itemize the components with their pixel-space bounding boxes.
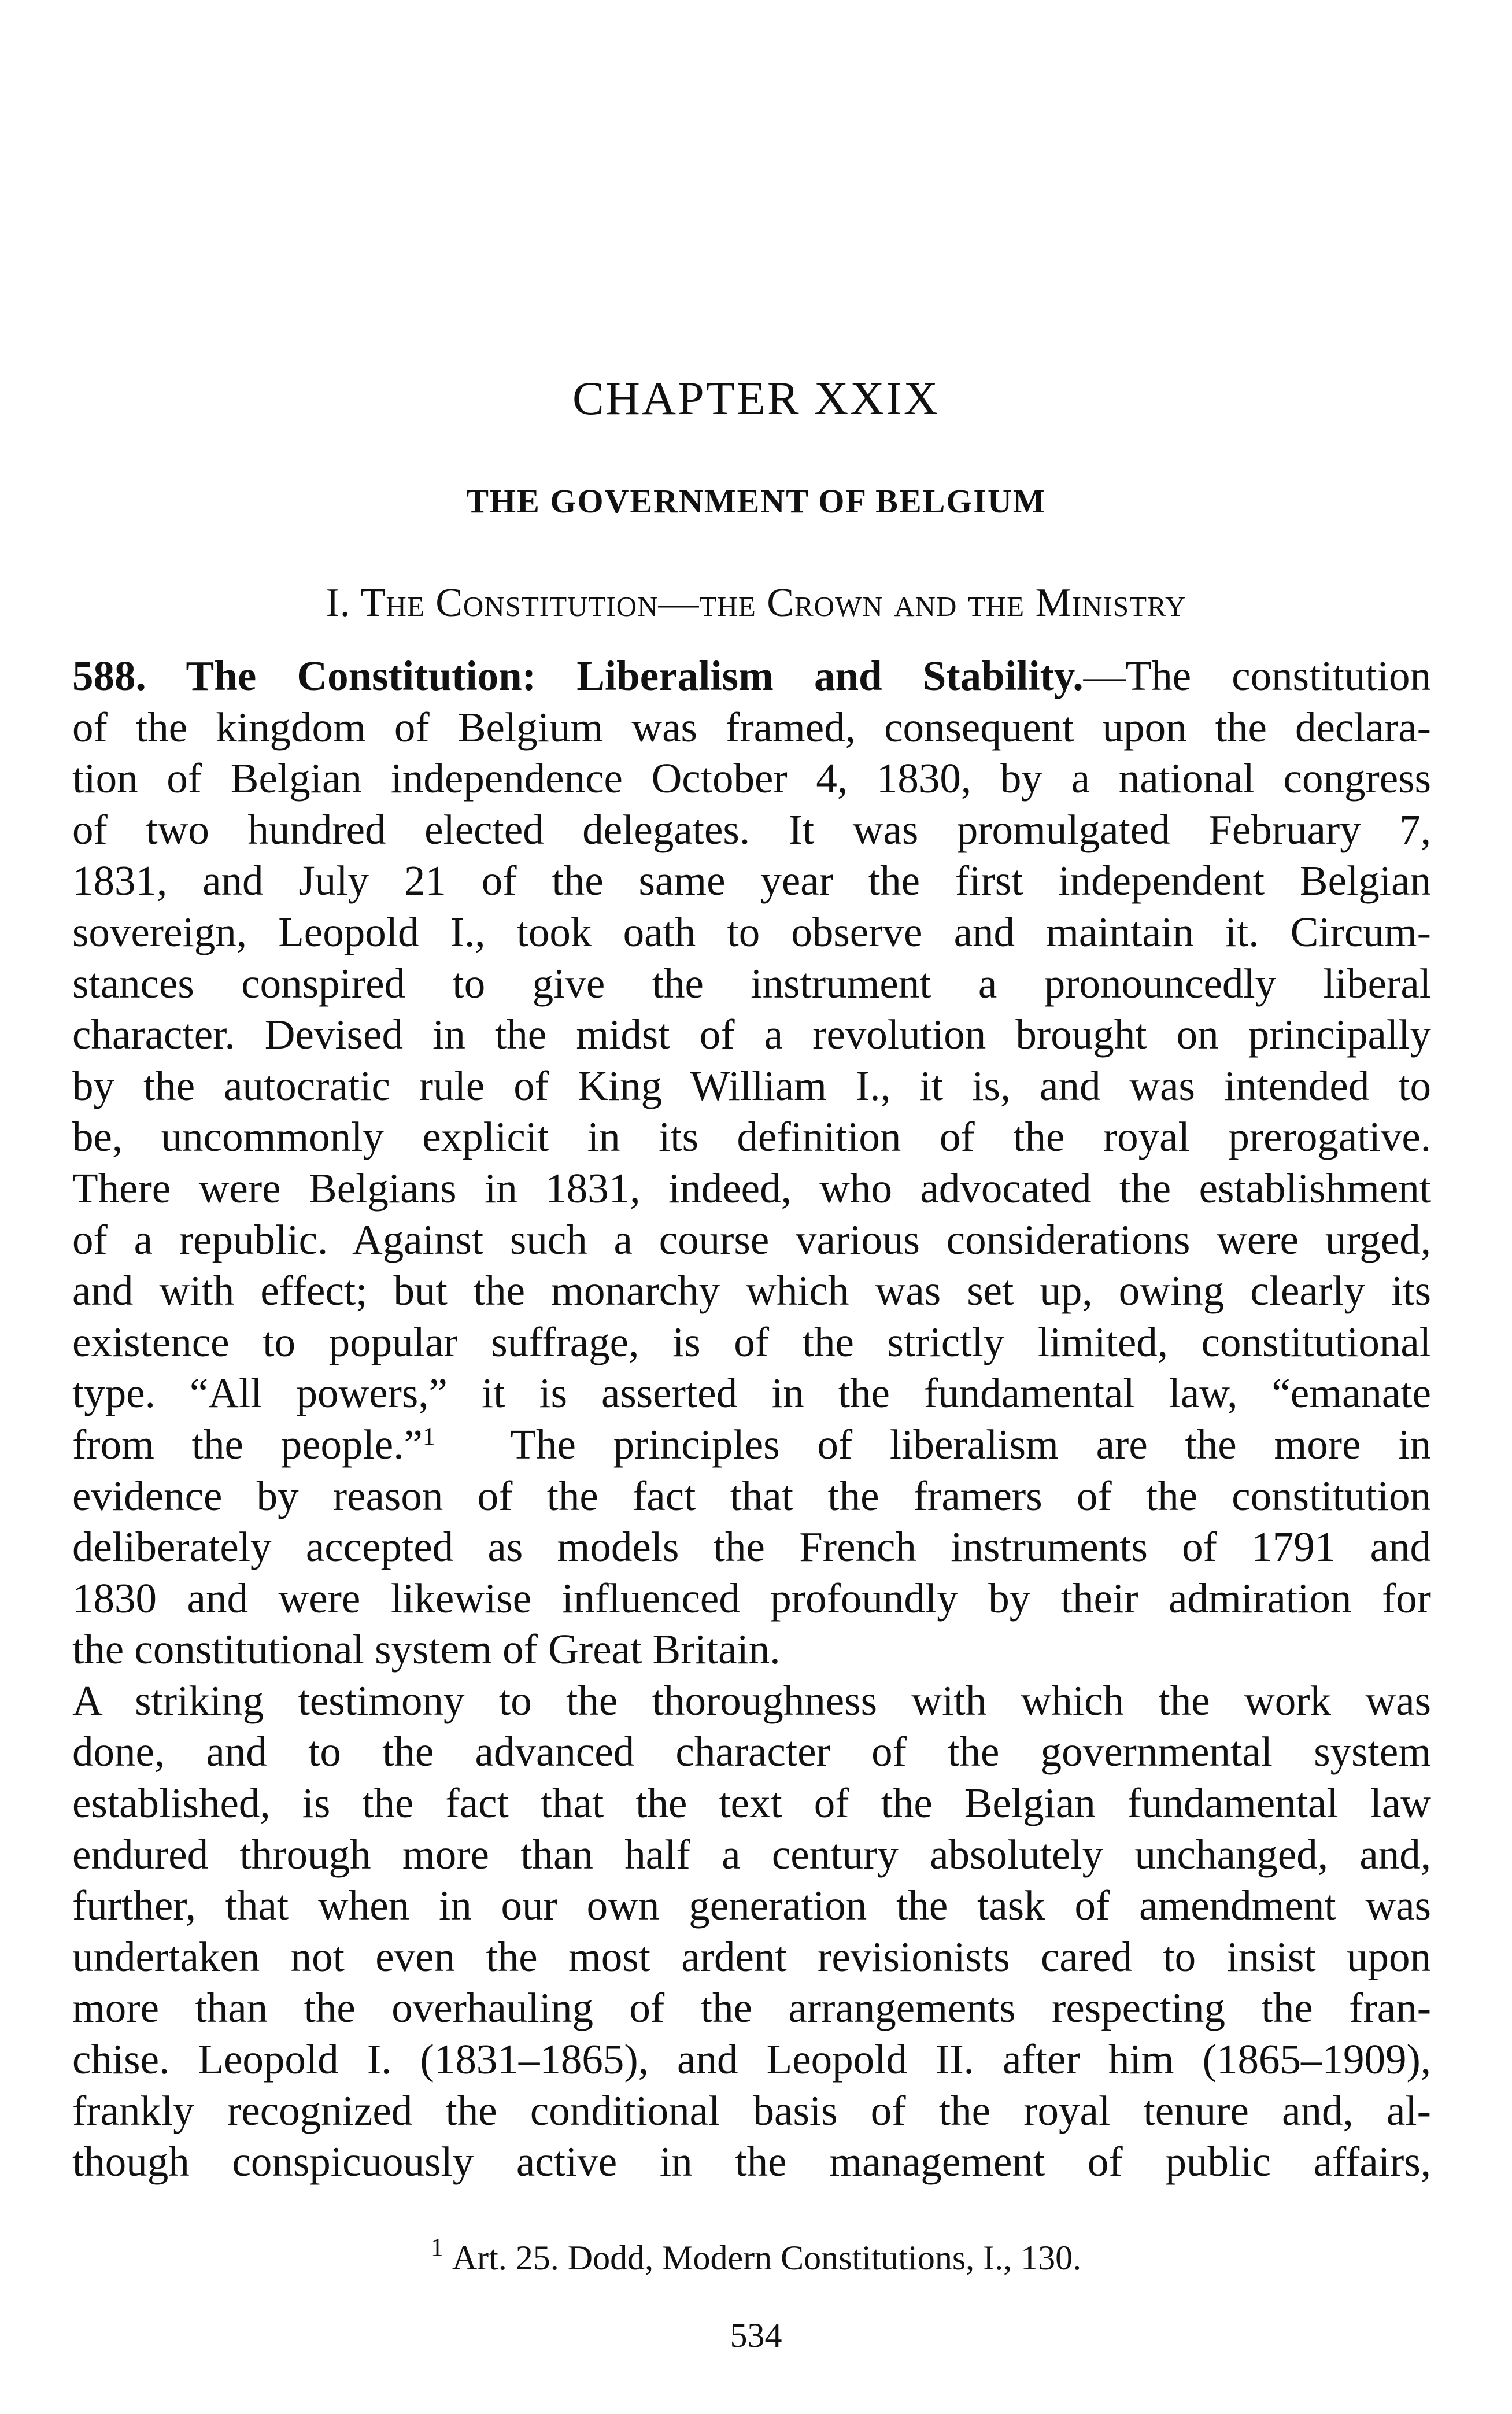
body-text xyxy=(72,651,1431,2188)
page-number: 534 xyxy=(730,2316,782,2354)
text-line: though conspicuously active in the management of public affairs, xyxy=(72,2138,1431,2186)
text-line: and with effect; but the monarchy which was set up, owing clearly its xyxy=(72,1267,1431,1315)
text-line: of the kingdom of Belgium was framed, consequent upon the declara- xyxy=(72,703,1431,751)
footnote-marker: 1 xyxy=(430,2233,443,2261)
text-line: character. Devised in the midst of a revolution brought on principally xyxy=(72,1011,1431,1058)
text-line: sovereign, Leopold I., took oath to observe and maintain it. Circum- xyxy=(72,908,1431,955)
text-line: tion of Belgian independence October 4, 1830, by a national congress xyxy=(72,755,1431,802)
text-line: existence to popular suffrage, is of the strictly limited, constitutional xyxy=(72,1318,1431,1365)
text-line: chise. Leopold I. (1831–1865), and Leopold II. after him (1865–1909), xyxy=(72,2036,1431,2083)
text-line: established, is the fact that the text of the Belgian fundamental law xyxy=(72,1780,1431,1827)
text-line: type. “All powers,” it is asserted in the fundamental law, “emanate xyxy=(72,1370,1431,1417)
paragraph-588 xyxy=(72,651,1431,1675)
text-line: more than the overhauling of the arrangements respecting the fran- xyxy=(72,1984,1431,2032)
paragraph-continued xyxy=(72,1675,1431,2188)
text-line: of two hundred elected delegates. It was promulgated February 7, xyxy=(72,806,1431,853)
text-line: further, that when in our own generation the task of amendment was xyxy=(72,1882,1431,1929)
text-line-fragment: The principles of liberalism are the more in xyxy=(510,1420,1431,1468)
text-line: by the autocratic rule of King William I., it is, and was intended to xyxy=(72,1062,1431,1109)
chapter-title: THE GOVERNMENT OF BELGIUM xyxy=(466,482,1046,520)
footnote xyxy=(0,2233,1512,2277)
text-line: done, and to the advanced character of the governmental system xyxy=(72,1728,1431,1776)
footnote-reference[interactable]: 1 xyxy=(422,1422,435,1450)
footnote-text: Art. 25. Dodd, Modern Constitutions, I., 130. xyxy=(452,2239,1082,2277)
text-line: 1831, and July 21 of the same year the first independent Belgian xyxy=(72,857,1431,905)
section-lead: 588. The Constitution: Liberalism and Stability. xyxy=(72,652,1084,699)
text-line-fragment: from the people.” xyxy=(72,1420,423,1468)
text-line: A striking testimony to the thoroughness with which the work was xyxy=(72,1677,1431,1724)
text-line: 1830 and were likewise influenced profoundly by their admiration for xyxy=(72,1574,1431,1622)
chapter-heading: CHAPTER XXIX xyxy=(572,372,940,425)
text-line xyxy=(72,651,1431,702)
text-line: the constitutional system of Great Britain. xyxy=(72,1626,781,1673)
text-line: evidence by reason of the fact that the framers of the constitution xyxy=(72,1472,1431,1519)
text-line: stances conspired to give the instrument a pronouncedly liberal xyxy=(72,959,1431,1007)
section-heading: I. The Constitution—the Crown and the Ministry xyxy=(326,581,1186,625)
text-line: undertaken not even the most ardent revisionists cared to insist upon xyxy=(72,1933,1431,1980)
text-line: of a republic. Against such a course various considerations were urged, xyxy=(72,1216,1431,1263)
text-line xyxy=(72,1419,1431,1471)
text-line: be, uncommonly explicit in its definition of the royal prerogative. xyxy=(72,1113,1431,1161)
text-line: frankly recognized the conditional basis of the royal tenure and, al- xyxy=(72,2087,1431,2134)
text-line: deliberately accepted as models the French instruments of 1791 and xyxy=(72,1523,1431,1571)
text-line: endured through more than half a century absolutely unchanged, and, xyxy=(72,1830,1431,1878)
text-line: There were Belgians in 1831, indeed, who advocated the establishment xyxy=(72,1164,1431,1212)
text-line-fragment: —The constitution xyxy=(1083,652,1431,699)
